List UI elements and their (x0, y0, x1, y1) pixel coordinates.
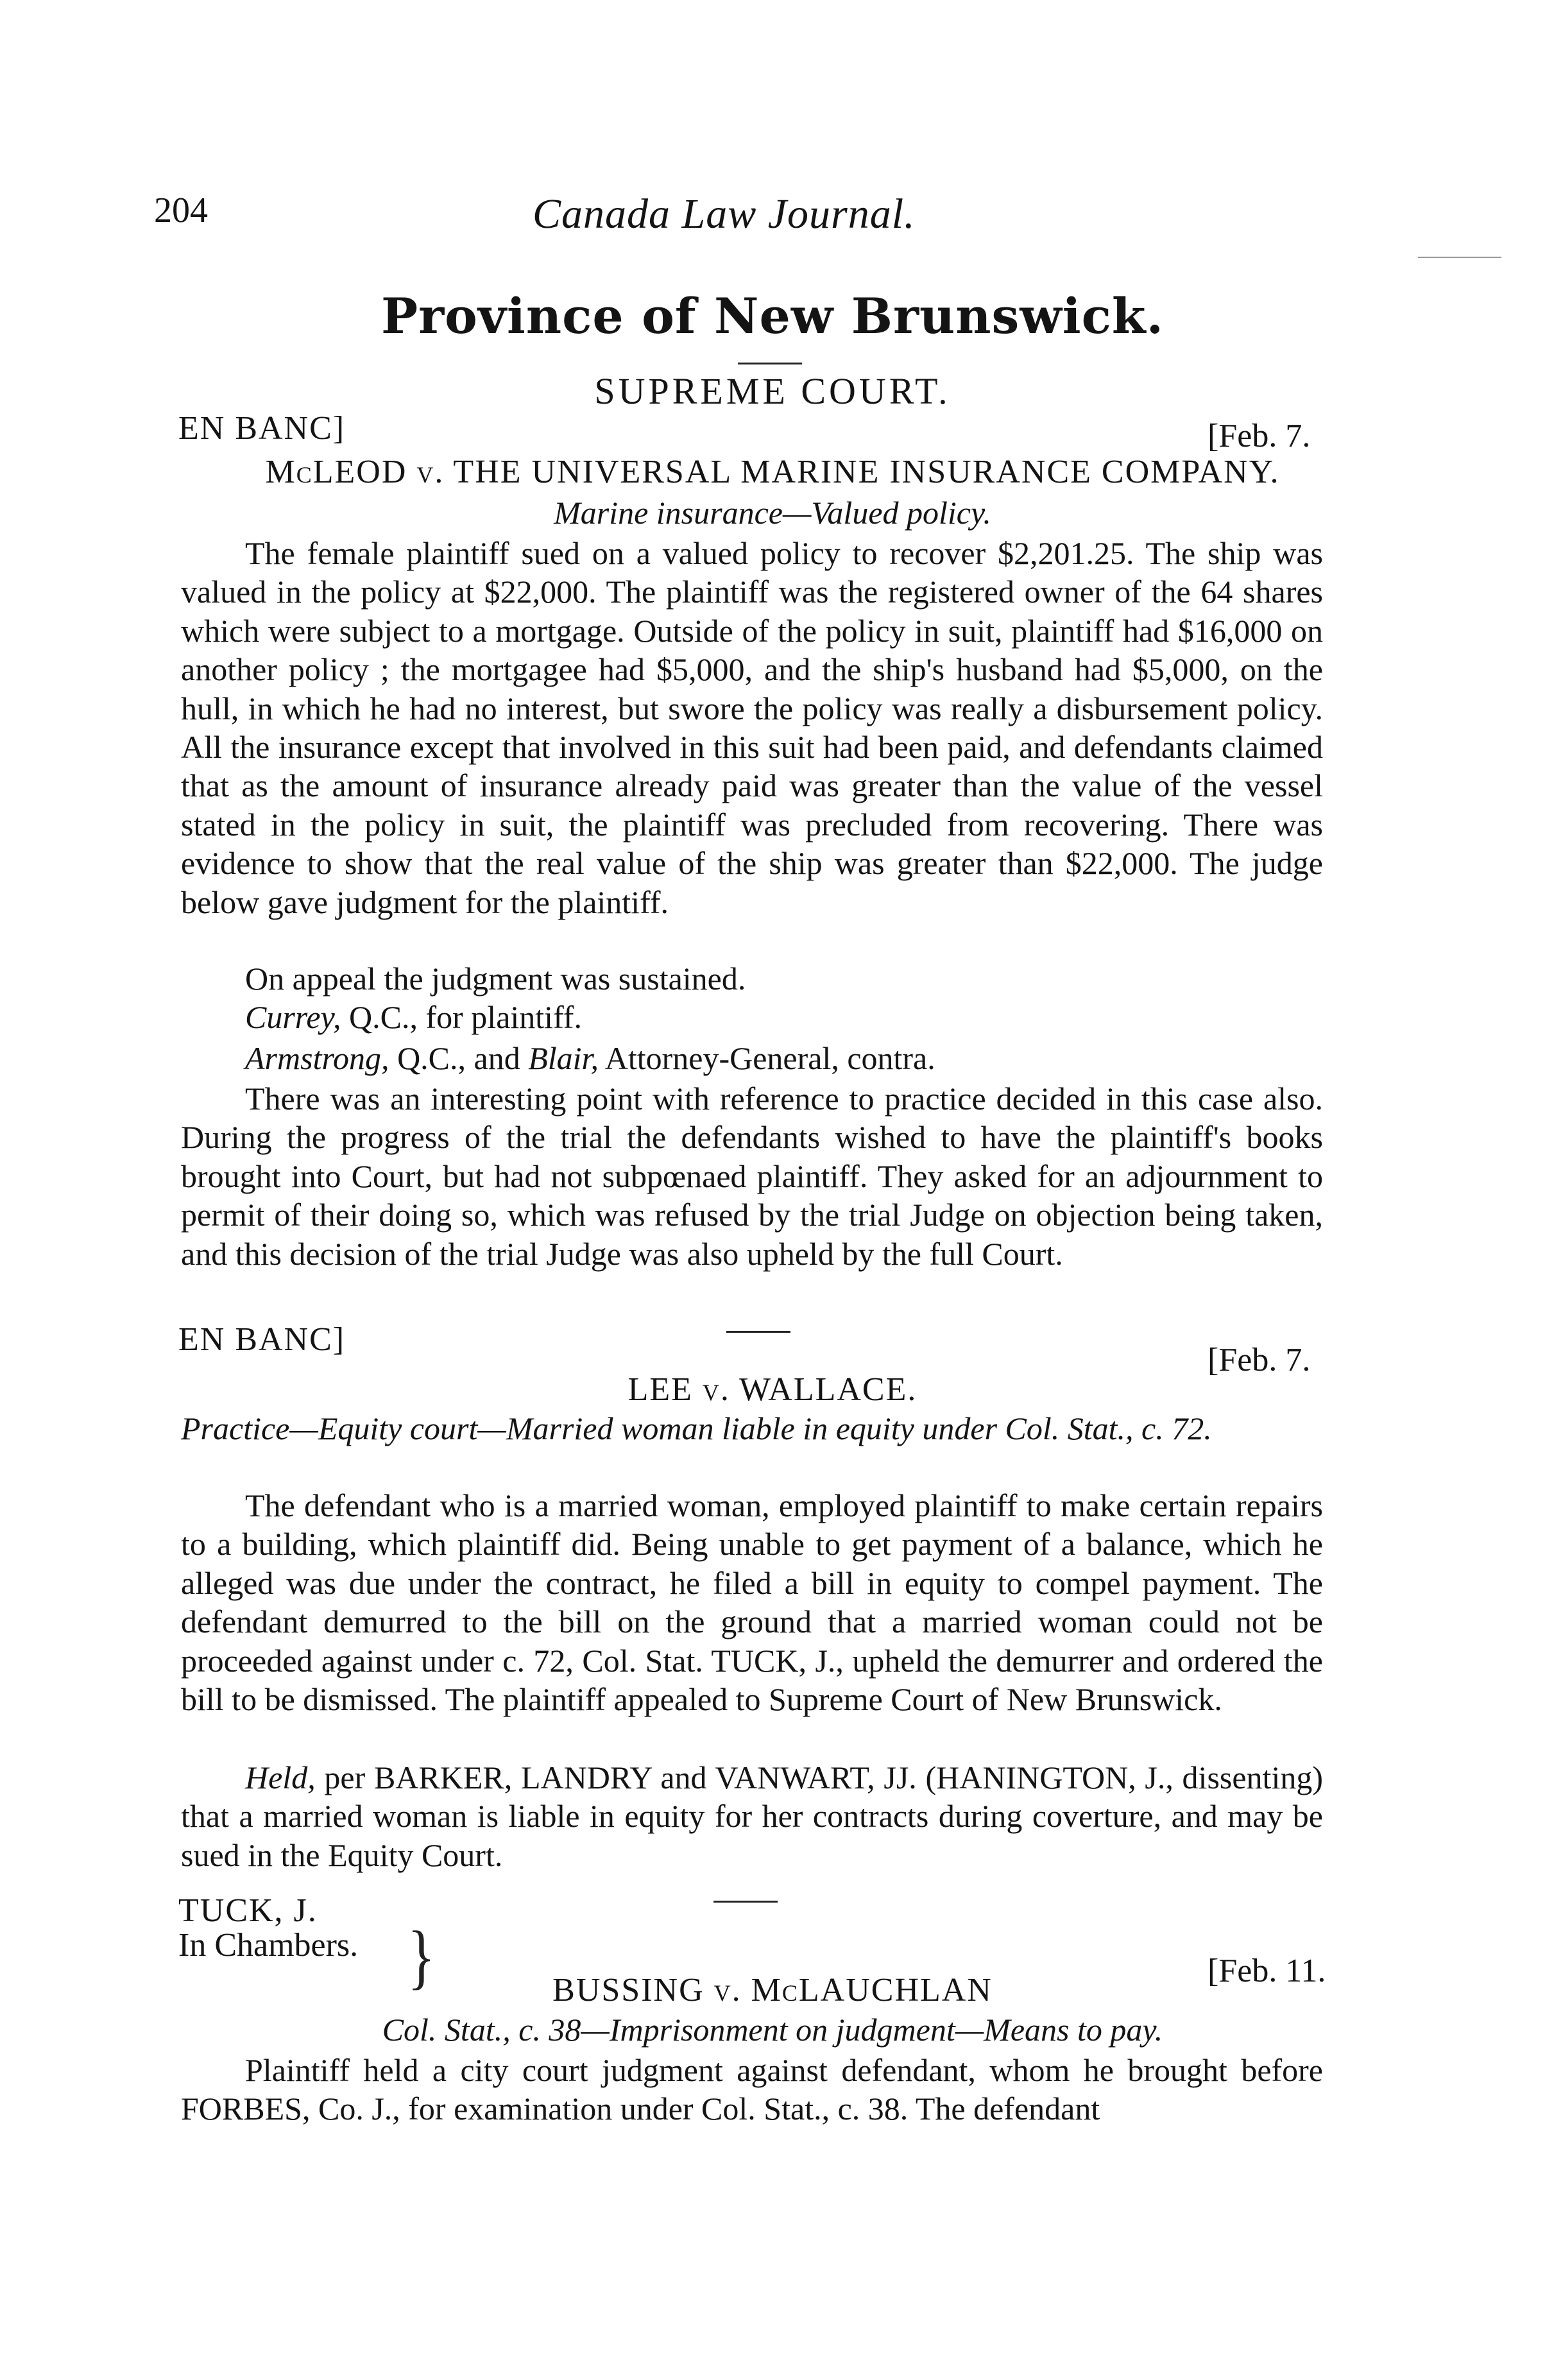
counsel-defendant (245, 1040, 935, 1077)
section-divider (713, 1901, 778, 1903)
case-body: The defendant who is a married woman, employed plaintiff to make certain repairs to a building, which plaintiff did. Being unable to get payment of a balance, which he alleged was due under the contract, he filed a bill in equity to compel payment. The defendant demurred to the bill on the ground that a married woman could not be proceeded against under c. 72, Col. Stat. TUCK, J., upheld the demurrer and ordered the bill to be dismissed. The plaintiff appealed to Supreme Court of New Brunswick. (181, 1487, 1323, 1718)
case-date: [Feb. 7. (1208, 1342, 1311, 1378)
counsel-name: Armstrong, (245, 1040, 389, 1076)
counsel-role: Attorney-General, contra. (598, 1040, 935, 1076)
case-body: Plaintiff held a city court judgment against defendant, whom he brought before FORBES, Co. J., for examination under Col. Stat., c. 38. The defendant (181, 2052, 1323, 2127)
chambers-label: In Chambers. (178, 1927, 359, 1964)
practice-note: There was an interesting point with reference to practice decided in this case also. During the progress of the trial the defendants wished to have the plaintiff's books brought into Court, but had not subpœnaed plaintiff. They asked for an adjournment to permit of their doing so, which was refused by the trial Judge on objection being taken, and this decision of the trial Judge was also upheld by the full Court. (181, 1081, 1323, 1272)
counsel-role: Q.C., for plaintiff. (341, 999, 582, 1035)
counsel-name: Blair, (528, 1040, 599, 1076)
journal-title: Canada Law Journal. (533, 191, 916, 237)
page-number: 204 (154, 191, 208, 230)
case-holding: On appeal the judgment was sustained. (245, 961, 746, 997)
court-tag: EN BANC] (178, 1321, 346, 1358)
case-topic: Practice—Equity court—Married woman liable in equity under Col. Stat., c. 72. (181, 1410, 1212, 1446)
case-date: [Feb. 7. (1208, 418, 1311, 454)
case-title: BUSSING v. McLAUCHLAN (552, 1972, 993, 2008)
title-rule (738, 363, 802, 364)
case-date: [Feb. 11. (1208, 1953, 1326, 1989)
counsel-role: Q.C., and (389, 1040, 529, 1076)
counsel-name: Currey, (245, 999, 341, 1035)
section-divider (726, 1331, 790, 1333)
case-holding (181, 1758, 1323, 1874)
held-text: per BARKER, LANDRY and VANWART, JJ. (HANINGTON, J., dissenting) that a married woman is liable in equity for her contracts during coverture, and may be sued in the Equity Court. (181, 1759, 1323, 1873)
case-body: The female plaintiff sued on a valued policy to recover $2,201.25. The ship was valued in the policy at $22,000. The plaintiff was the registered owner of the 64 shares which were subject to a mortgage. Outside of the policy in suit, plaintiff had $16,000 on another policy ; the mortgagee had $5,000, and the ship's husband had $5,000, on the hull, in which he had no interest, but swore the policy was really a disbursement policy. All the insurance except that involved in this suit had been paid, and defendants claimed that as the amount of insurance already paid was greater than the value of the vessel stated in the policy in suit, the plaintiff was precluded from recovering. There was evidence to show that the real value of the ship was greater than $22,000. The judge below gave judgment for the plaintiff. (181, 535, 1323, 920)
header-rule (1418, 257, 1501, 258)
held-label: Held, (245, 1759, 316, 1795)
court-tag: EN BANC] (178, 410, 346, 447)
judge-name: TUCK, J. (178, 1892, 318, 1929)
court-heading: SUPREME COURT. (594, 370, 951, 412)
case-title: LEE v. WALLACE. (627, 1371, 918, 1408)
case-topic: Col. Stat., c. 38—Imprisonment on judgment—Means to pay. (382, 2012, 1163, 2048)
case-title: McLEOD v. THE UNIVERSAL MARINE INSURANCE COMPANY. (265, 454, 1280, 490)
section-title: Province of New Brunswick. (380, 287, 1165, 345)
counsel-plaintiff (245, 998, 582, 1036)
case-topic: Marine insurance—Valued policy. (554, 495, 991, 531)
brace: } (407, 1917, 436, 1997)
